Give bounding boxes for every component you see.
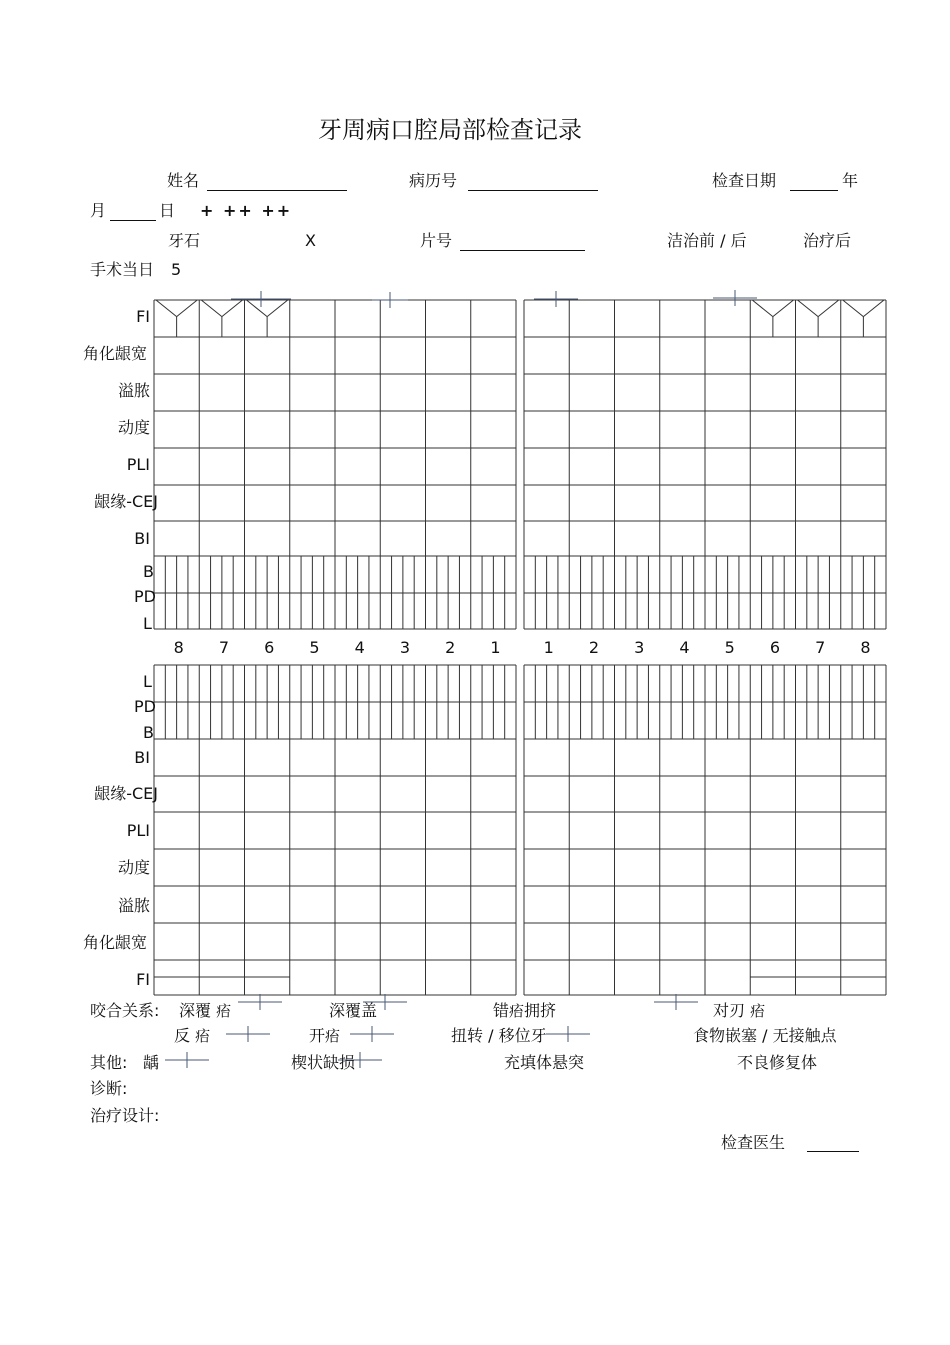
furcation-mark-upper-right [863, 300, 884, 317]
doctor-signature-field[interactable] [807, 1151, 859, 1152]
furcation-mark-upper-left [247, 300, 268, 317]
upper-row-label-keratinized: 角化龈宽 [82, 344, 147, 363]
calculus-label: 牙石 [168, 231, 201, 250]
furcation-mark-upper-right [798, 300, 819, 317]
month-label: 月 [90, 201, 107, 220]
year-label: 年 [842, 171, 859, 190]
tooth-number: 4 [354, 638, 365, 657]
furcation-mark-upper-left [222, 300, 243, 317]
lower-row-label-fi: FI [136, 970, 150, 989]
record-no-label: 病历号 [409, 171, 458, 190]
tooth-number: 4 [679, 638, 690, 657]
tooth-number: 7 [218, 638, 230, 657]
food-impaction-label: 食物嵌塞 / 无接触点 [693, 1026, 837, 1045]
tooth-number: 3 [399, 638, 411, 657]
furcation-mark-upper-left [201, 300, 222, 317]
crowding-label: 错㾂拥挤 [493, 1001, 557, 1020]
caries-label: 龋 [143, 1053, 160, 1072]
wedge-defect-label: 楔状缺损 [291, 1053, 356, 1072]
other-label: 其他: [90, 1053, 128, 1072]
lower-row-label-gm-cej: 龈缘-CEJ [94, 784, 158, 803]
tooth-number: 6 [264, 638, 275, 657]
furcation-mark-upper-right [773, 300, 794, 317]
tooth-number: 2 [445, 638, 456, 657]
exam-date-label: 检查日期 [712, 171, 777, 190]
treatment-plan-label: 治疗设计: [90, 1106, 160, 1125]
occlusion-label: 咬合关系: [90, 1001, 160, 1020]
lower-row-label-keratinized: 角化龈宽 [82, 933, 147, 952]
lower-row-label-mobility: 动度 [117, 858, 150, 877]
lower-row-label-pli: PLI [126, 821, 150, 840]
upper-row-label-bi: BI [134, 529, 150, 548]
furcation-mark-upper-left [177, 300, 198, 317]
tooth-number: 2 [588, 638, 600, 657]
film-no-label: 片号 [420, 231, 453, 250]
tooth-number: 3 [634, 638, 645, 657]
day-label: 日 [159, 201, 176, 220]
upper-row-label-mobility: 动度 [117, 418, 150, 437]
crossbite-label: 反 㾂 [174, 1026, 211, 1045]
deep-overbite-label: 深覆 㾂 [179, 1001, 232, 1020]
page-title: 牙周病口腔局部检查记录 [318, 116, 582, 144]
furcation-mark-upper-right [818, 300, 839, 317]
upper-pd-label: PD [134, 587, 156, 606]
lower-pd-label: PD [134, 697, 156, 716]
furcation-mark-upper-right [843, 300, 864, 317]
upper-pd-l-label: L [143, 614, 152, 633]
open-bite-label: 开㾂 [309, 1026, 341, 1045]
lower-pd-b-label: B [143, 723, 154, 742]
rotation-label: 扭转 / 移位牙 [451, 1026, 547, 1045]
tooth-number: 8 [860, 638, 871, 657]
lower-pd-l-label: L [143, 672, 152, 691]
surgery-day-label: 手术当日 [90, 260, 155, 279]
name-label: 姓名 [167, 171, 200, 190]
bad-restoration-label: 不良修复体 [737, 1053, 818, 1072]
tooth-number: 5 [309, 638, 320, 657]
calculus-x: X [305, 231, 316, 250]
plus-marks: + ++ ++ [200, 201, 293, 220]
diagnosis-label: 诊断: [90, 1079, 128, 1098]
upper-row-label-pli: PLI [126, 455, 150, 474]
furcation-mark-upper-right [752, 300, 773, 317]
upper-pd-b-label: B [143, 562, 154, 581]
furcation-mark-upper-left [156, 300, 177, 317]
scaling-label: 洁治前 / 后 [667, 231, 747, 250]
surgery-day-value: 5 [171, 260, 182, 279]
deep-overjet-label: 深覆盖 [329, 1001, 378, 1020]
tooth-number: 1 [490, 638, 501, 657]
doctor-label: 检查医生 [721, 1133, 786, 1152]
tooth-number: 1 [543, 638, 554, 657]
overhang-label: 充填体悬突 [504, 1053, 585, 1072]
furcation-mark-upper-left [267, 300, 288, 317]
lower-row-label-bi: BI [134, 748, 150, 767]
upper-row-label-suppuration: 溢脓 [117, 381, 150, 400]
upper-row-label-gm-cej: 龈缘-CEJ [94, 492, 158, 511]
upper-row-label-fi: FI [136, 307, 150, 326]
tooth-number: 6 [769, 638, 781, 657]
edge-to-edge-label: 对刃 㾂 [713, 1001, 766, 1020]
tooth-number: 5 [724, 638, 735, 657]
tooth-number: 8 [173, 638, 184, 657]
lower-row-label-suppuration: 溢脓 [117, 896, 150, 915]
treatment-after-label: 治疗后 [803, 231, 852, 250]
tooth-number: 7 [815, 638, 826, 657]
